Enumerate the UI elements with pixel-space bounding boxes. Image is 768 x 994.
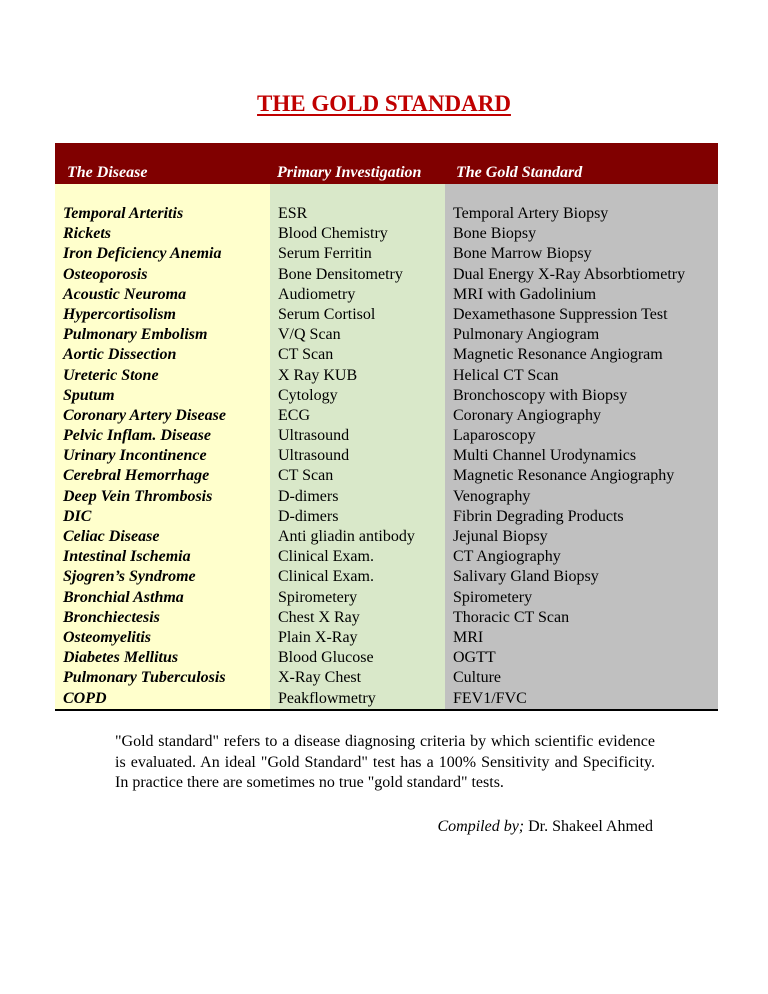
disease-cell: Urinary Incontinence <box>63 447 207 465</box>
disease-cell: Acoustic Neuroma <box>63 285 187 303</box>
disease-cell: DIC <box>63 507 92 525</box>
gold-standard-cell: Spirometery <box>453 588 533 606</box>
primary-investigation-cell: Bone Densitometry <box>278 265 403 283</box>
disease-cell: Sputum <box>63 386 115 404</box>
primary-investigation-cell: D-dimers <box>278 487 339 505</box>
gold-standard-cell: MRI with Gadolinium <box>453 285 597 303</box>
disease-cell: Pulmonary Embolism <box>63 326 208 344</box>
disease-cell: Deep Vein Thrombosis <box>63 487 213 505</box>
primary-investigation-cell: Ultrasound <box>278 447 350 465</box>
table-row <box>55 547 718 567</box>
gold-standard-cell: Bronchoscopy with Biopsy <box>453 386 628 404</box>
disease-cell: Osteomyelitis <box>63 628 151 646</box>
gold-standard-cell: Fibrin Degrading Products <box>453 507 624 525</box>
gold-standard-cell: Bone Marrow Biopsy <box>453 245 592 263</box>
disease-cell: Iron Deficiency Anemia <box>63 245 222 263</box>
gold-standard-cell: MRI <box>453 628 484 646</box>
table-row <box>55 224 718 244</box>
primary-investigation-cell: Cytology <box>278 386 338 404</box>
footnote: "Gold standard" refers to a disease diagnosing criteria by which scientific evidence is evaluated. An ideal "Gold Standard" test has a 100% Sensitivity and Specificity. In practice there are sometimes no true "gold standard" tests. <box>115 733 655 791</box>
table-row <box>55 608 718 628</box>
disease-cell: Diabetes Mellitus <box>63 649 179 667</box>
primary-investigation-cell: Ultrasound <box>278 427 350 445</box>
gold-standard-cell: Thoracic CT Scan <box>453 608 570 626</box>
primary-investigation-cell: Audiometry <box>278 285 356 303</box>
table-row <box>55 325 718 345</box>
disease-cell: Ureteric Stone <box>63 366 159 384</box>
primary-investigation-cell: Blood Glucose <box>278 649 374 667</box>
primary-investigation-cell: Serum Ferritin <box>278 245 372 263</box>
primary-investigation-cell: Clinical Exam. <box>278 548 374 566</box>
primary-investigation-cell: X Ray KUB <box>278 366 358 384</box>
primary-investigation-cell: ECG <box>278 406 310 424</box>
primary-investigation-cell: Clinical Exam. <box>278 568 374 586</box>
primary-investigation-cell: Peakflowmetry <box>278 689 376 707</box>
primary-investigation-cell: Anti gliadin antibody <box>278 528 415 545</box>
table-row <box>55 244 718 264</box>
table-row <box>55 305 718 325</box>
gold-standard-cell: CT Angiography <box>453 548 561 566</box>
primary-investigation-cell: X-Ray Chest <box>278 669 362 687</box>
primary-investigation-cell: ESR <box>278 205 308 222</box>
gold-standard-cell: Venography <box>453 487 531 505</box>
disease-cell: Celiac Disease <box>63 528 160 545</box>
gold-standard-cell: FEV1/FVC <box>453 689 527 707</box>
gold-standard-cell: Jejunal Biopsy <box>453 528 548 545</box>
table-row <box>55 567 718 587</box>
disease-cell: Hypercortisolism <box>63 305 176 323</box>
disease-cell: Pelvic Inflam. Disease <box>63 427 211 445</box>
gold-standard-cell: Temporal Artery Biopsy <box>453 205 609 222</box>
primary-investigation-cell: Plain X-Ray <box>278 628 358 646</box>
gold-standard-cell: Multi Channel Urodynamics <box>453 447 637 465</box>
disease-cell: Rickets <box>63 225 111 243</box>
table-row <box>55 527 718 547</box>
credit-label: Compiled by; <box>437 818 525 835</box>
disease-cell: Temporal Arteritis <box>63 205 184 222</box>
primary-investigation-cell: Blood Chemistry <box>278 225 388 243</box>
disease-cell: Coronary Artery Disease <box>63 406 226 424</box>
gold-standard-table <box>55 143 718 711</box>
table-row <box>55 386 718 406</box>
table-row <box>55 487 718 507</box>
disease-cell: Sjogren’s Syndrome <box>63 568 196 586</box>
gold-standard-cell: Bone Biopsy <box>453 225 537 243</box>
disease-cell: Osteoporosis <box>63 265 148 283</box>
primary-investigation-cell: D-dimers <box>278 507 339 525</box>
gold-standard-cell: Dual Energy X-Ray Absorbtiometry <box>453 265 686 283</box>
table-row <box>55 204 718 224</box>
table-row <box>55 668 718 688</box>
primary-investigation-cell: CT Scan <box>278 346 334 364</box>
page-title: THE GOLD STANDARD <box>257 91 511 116</box>
header-disease: The Disease <box>67 164 148 181</box>
gold-standard-cell: Pulmonary Angiogram <box>453 326 600 344</box>
disease-cell: COPD <box>63 689 107 707</box>
gold-standard-cell: Salivary Gland Biopsy <box>453 568 599 586</box>
table-row <box>55 285 718 305</box>
gold-standard-cell: OGTT <box>453 649 496 667</box>
credit-name: Dr. Shakeel Ahmed <box>528 818 653 835</box>
table-row <box>55 446 718 466</box>
table-row <box>55 265 718 285</box>
gold-standard-cell: Magnetic Resonance Angiogram <box>453 346 663 364</box>
disease-cell: Bronchial Asthma <box>63 588 184 606</box>
disease-cell: Cerebral Hemorrhage <box>63 467 210 485</box>
gold-standard-cell: Coronary Angiography <box>453 406 601 424</box>
table-row <box>55 588 718 608</box>
gold-standard-cell: Dexamethasone Suppression Test <box>453 305 668 323</box>
table-row <box>55 628 718 648</box>
header-gold-standard: The Gold Standard <box>456 164 583 181</box>
header-primary-investigation: Primary Investigation <box>277 164 422 181</box>
disease-cell: Intestinal Ischemia <box>63 548 191 566</box>
table-row <box>55 466 718 486</box>
table-row <box>55 689 718 709</box>
table-body <box>55 204 718 709</box>
primary-investigation-cell: V/Q Scan <box>278 326 341 344</box>
primary-investigation-cell: CT Scan <box>278 467 334 485</box>
primary-investigation-cell: Chest X Ray <box>278 608 360 626</box>
table-row <box>55 426 718 446</box>
gold-standard-cell: Laparoscopy <box>453 427 536 445</box>
table-row <box>55 366 718 386</box>
table-header <box>55 143 718 184</box>
disease-cell: Bronchiectesis <box>63 608 160 626</box>
table-row <box>55 648 718 668</box>
credit-line <box>437 817 653 837</box>
table-bottom-rule <box>55 709 718 711</box>
primary-investigation-cell: Spirometery <box>278 588 358 606</box>
gold-standard-cell: Culture <box>453 669 501 687</box>
disease-cell: Pulmonary Tuberculosis <box>63 669 226 687</box>
gold-standard-cell: Magnetic Resonance Angiography <box>453 467 675 485</box>
table-row <box>55 406 718 426</box>
gold-standard-cell: Helical CT Scan <box>453 366 559 384</box>
disease-cell: Aortic Dissection <box>63 346 177 364</box>
table-row <box>55 507 718 527</box>
table-row <box>55 345 718 365</box>
primary-investigation-cell: Serum Cortisol <box>278 305 376 323</box>
